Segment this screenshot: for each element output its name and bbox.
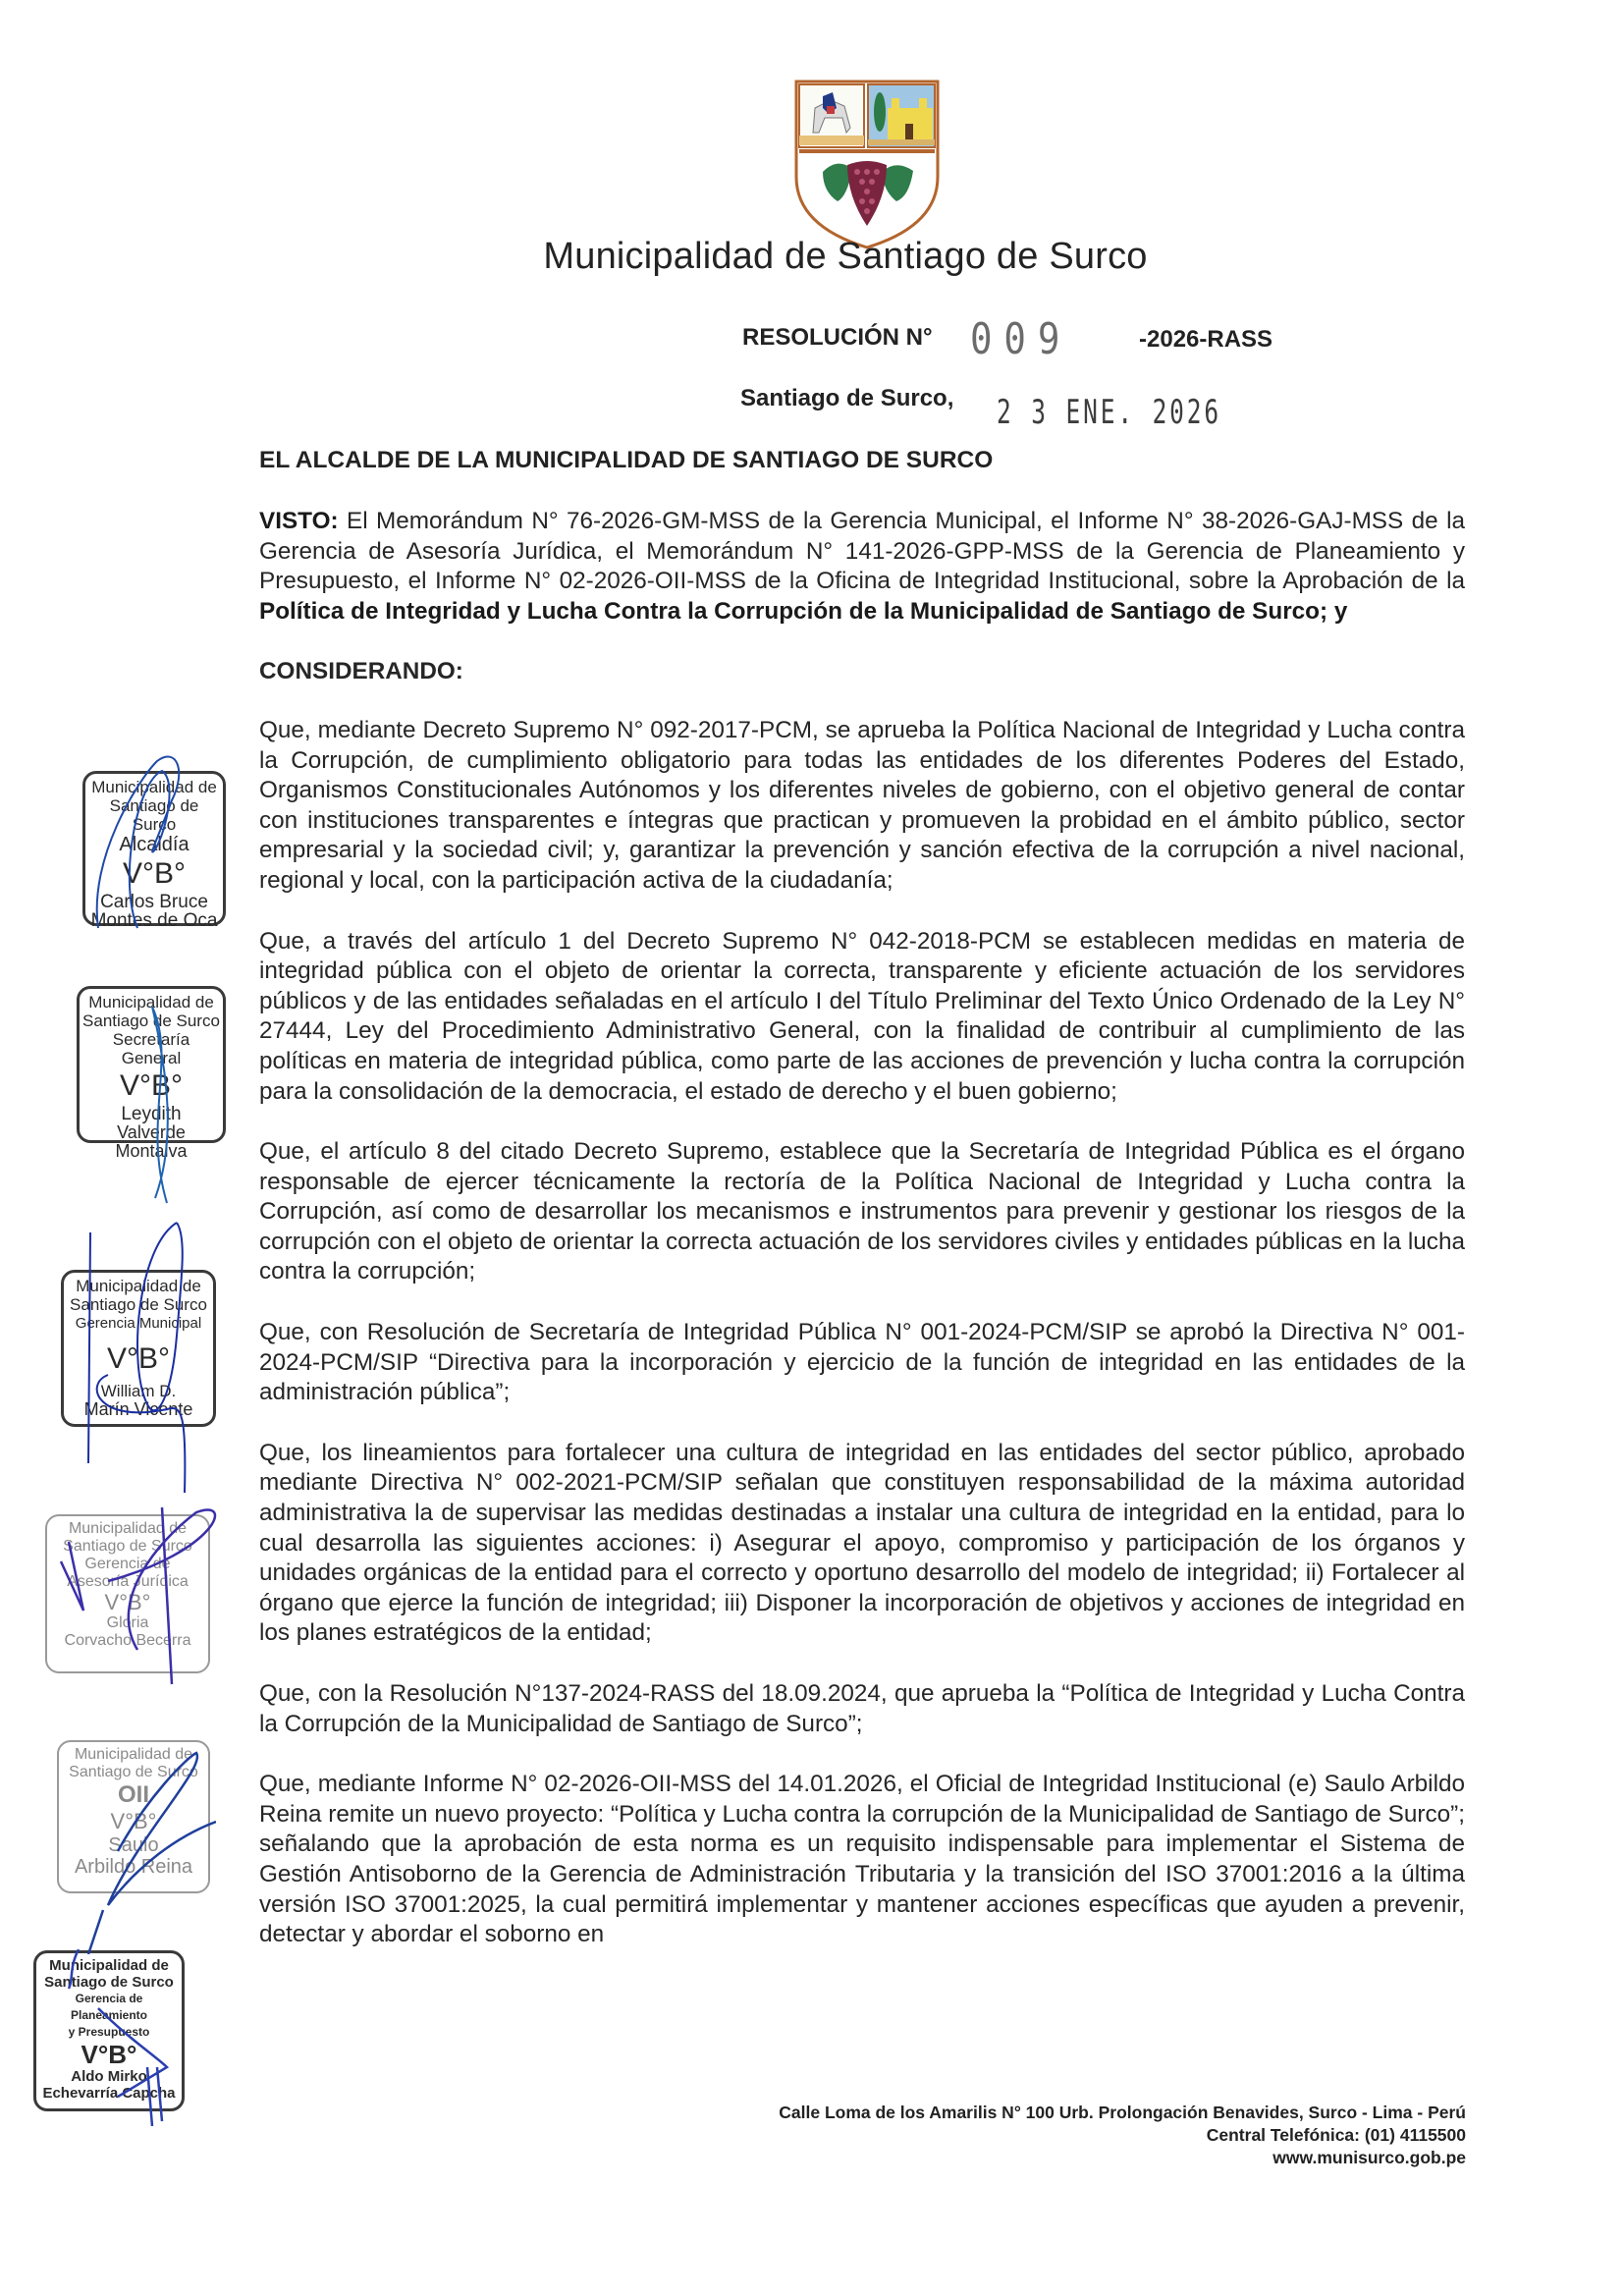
considerando-paragraph: Que, con la Resolución N°137-2024-RASS del 18.09.2024, que aprueba la “Política de Integridad y Lucha Contra la Corrupción de la Municipalidad de Santiago de Surco”; [259,1680,1465,1737]
visto-text: El Memorándum N° 76-2026-GM-MSS de la Gerencia Municipal, el Informe N° 38-2026-GAJ-MSS de la Gerencia de Asesoría Jurídica, el Memorándum N° 141-2026-GPP-MSS de la Gerencia de Planeamiento y Presupuesto, el Informe N° 02-2026-OII-MSS de la Oficina de Integridad Institucional, sobre la Aprobación de la [259,508,1465,595]
stamp-name: Montes de Oca [90,910,218,931]
approval-stamp-asesoria-juridica [45,1514,210,1673]
considerando-paragraph: Que, los lineamientos para fortalecer una cultura de integridad en las entidades del sector público, aprobado mediante Directiva N° 002-2021-PCM/SIP señalan que constituyen responsabilidad de la máxima autoridad administrativa la de supervisar las medidas destinadas a instalar una cultura de integridad en la entidad, para lo cual desarrolla las siguientes acciones: i) Asegurar el apoyo, compromiso y participación de los órganos y unidades orgánicas de la entidad para el correcto y oportuno desarrollo del modelo de integridad; ii) Fortalecer al órgano que ejerce la función de integridad; iii) Disponer la incorporación de objetivos y acciones de integridad en los planes estratégicos de la entidad; [259,1439,1465,1647]
stamp-line: OII [117,1781,149,1808]
stamp-name: Arbildo Reina [74,1856,193,1878]
stamp-line: Santiago de Surco [109,796,199,834]
stamp-line: Municipalidad de [76,1277,201,1295]
stamp-vb: V°B° [106,1342,170,1375]
visto-paragraph [259,507,1465,627]
visto-subject: Política de Integridad y Lucha Contra la Corrupción de la Municipalidad de Santiago de Surco; y [259,597,1348,625]
stamp-vb: V°B° [110,1809,157,1833]
considerando-heading: CONSIDERANDO: [259,658,463,685]
stamp-line: Alcaldía [119,834,189,855]
stamp-line: Santiago de Surco [44,1974,174,1991]
stamp-name: Aldo Mirko [71,2068,147,2085]
footer-contact [779,2102,1466,2169]
considerando-paragraph: Que, a través del artículo 1 del Decreto Supremo N° 042-2018-PCM se establecen medidas en materia de integridad pública con el objeto de orientar la correcta, transparente y eficiente actuación de los servidores públicos y de las entidades señaladas en el artículo I del Título Preliminar del Texto Único Ordenado de la Ley N° 27444, Ley del Procedimiento Administrativo General, con la finalidad de contribuir al cumplimiento de las políticas en materia de integridad pública, como parte de las acciones de prevención y lucha contra la corrupción para la consolidación de la democracia, el estado de derecho y el buen gobierno; [259,927,1465,1105]
stamp-line: Municipalidad de [49,1957,169,1974]
resolution-suffix: -2026-RASS [1139,326,1273,353]
stamp-vb: V°B° [122,857,186,890]
stamp-line: Gerencia Municipal [75,1315,202,1332]
stamp-name: Carlos Bruce [100,892,208,912]
resolution-number-stamp: 009 [970,314,1072,364]
stamp-line: Santiago de Surco [63,1538,192,1555]
place-label: Santiago de Surco, [740,385,954,411]
stamp-line: Santiago de Surco [82,1011,220,1030]
stamp-name: Valverde Montalva [115,1122,188,1161]
stamp-name: Corvacho Becerra [64,1632,191,1649]
footer-address: Calle Loma de los Amarilis N° 100 Urb. Prolongación Benavides, Surco - Lima - Perú [779,2103,1466,2122]
stamp-line: Asesoría Jurídica [67,1573,189,1590]
stamp-name: Leydith [121,1104,182,1124]
considerando-paragraph: Que, mediante Informe N° 02-2026-OII-MSS del 14.01.2026, el Oficial de Integridad Institucional (e) Saulo Arbildo Reina remite un nuevo proyecto: “Política y Lucha contra la corrupción de la Municipalidad de Santiago de Surco”; señalando que la aprobación de esta norma es un requisito indispensable para implementar el Sistema de Gestión Antisoborno de la Gerencia de Administración Tributaria y la transición del ISO 37001:2016 a la última versión ISO 37001:2025, la cual permitirá implementar y mantener acciones específicas que ayuden a prevenir, detectar y abordar el soborno en [259,1771,1465,1948]
approval-stamp-alcaldia [82,771,226,931]
approval-stamp-gerencia-municipal [61,1270,216,1427]
stamp-name: Echevarría Capcha [42,2085,176,2102]
visto-label: VISTO: [259,508,339,534]
footer-website[interactable]: www.munisurco.gob.pe [1272,2148,1466,2167]
stamp-name: Saulo [108,1834,159,1856]
date-stamp: 2 3 ENE. 2026 [997,393,1222,432]
stamp-line: Santiago de Surco [69,1764,198,1780]
stamp-name: Gloria [106,1614,149,1631]
stamp-line: Santiago de Surco [70,1295,207,1314]
considerando-paragraph: Que, con Resolución de Secretaría de Integridad Pública N° 001-2024-PCM/SIP se aprobó la Directiva N° 001-2024-PCM/SIP “Directiva para la incorporación y ejercicio de la función de integridad en las entidades de la administración pública”; [259,1319,1465,1406]
resolution-body [259,507,1465,1981]
stamp-vb: V°B° [81,2040,137,2069]
considerando-paragraph: Que, mediante Decreto Supremo N° 092-2017-PCM, se aprueba la Política Nacional de Integridad y Lucha contra la Corrupción, de cumplimiento obligatorio para todas las entidades de los diferentes Poderes del Estado, Organismos Constitucionales Autónomos y los diferentes niveles de gobierno, con el objetivo general de contar con instituciones transparentes e íntegras que practican y promueven la probidad en el ámbito público, sector empresarial y la sociedad civil; y, garantizar la prevención y sanción efectiva de la corrupción a nivel nacional, regional y local, con la participación activa de la ciudadanía; [259,716,1465,894]
stamp-name: Marín Vicente [83,1399,193,1419]
stamp-line: Gerencia de [84,1556,171,1572]
stamp-line: Municipalidad de [91,778,217,796]
stamp-line: Gerencia de Planeamiento [70,1992,148,2022]
approval-stamp-secretaria-general [77,986,226,1161]
resolution-label: RESOLUCIÓN N° [742,324,933,351]
footer-phone: Central Telefónica: (01) 4115500 [1206,2125,1466,2145]
stamp-vb: V°B° [104,1590,151,1614]
considerando-paragraph: Que, el artículo 8 del citado Decreto Supremo, establece que la Secretaría de Integridad Pública es el órgano responsable de ejercer técnicamente la rectoría de la Política Nacional de Integridad y Lucha contra la Corrupción, así como de desarrollar los mecanismos e instrumentos para prevenir y gestionar los riesgos de la corrupción con el objeto de orientar la correcta actuación de los servidores civiles y entidades públicas en la lucha contra la corrupción; [259,1138,1465,1285]
municipal-crest-logo [793,79,941,250]
stamp-line: Secretaría General [112,1030,190,1067]
stamp-vb: V°B° [119,1069,183,1102]
stamp-line: Municipalidad de [74,1746,193,1763]
issuer-heading: EL ALCALDE DE LA MUNICIPALIDAD DE SANTIAGO DE SURCO [259,447,994,473]
approval-stamp-planeamiento [33,1950,185,2111]
stamp-line: Municipalidad de [68,1520,188,1537]
stamp-line: Municipalidad de [88,993,214,1011]
stamp-line: y Presupuesto [68,2025,150,2039]
institution-name: Municipalidad de Santiago de Surco [543,236,1148,277]
stamp-name: William D. [100,1382,177,1400]
approval-stamp-oii [57,1740,210,1893]
